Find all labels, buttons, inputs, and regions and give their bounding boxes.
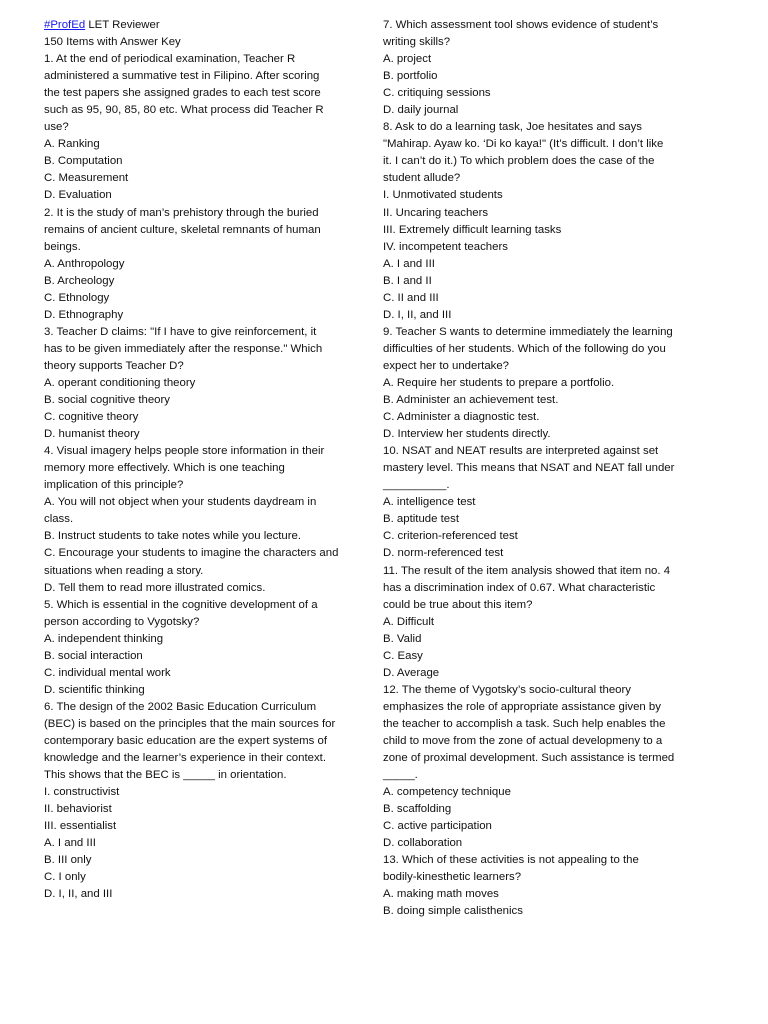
text-line: has a discrimination index of 0.67. What characteristic <box>383 581 656 594</box>
text-line: person according to Vygotsky? <box>44 615 200 628</box>
text-line: C. individual mental work <box>44 666 171 679</box>
text-line: "Mahirap. Ayaw ko. ‘Di ko kaya!" (It’s difficult. I don’t like <box>383 138 664 151</box>
text-line: __________. <box>383 479 450 492</box>
text-line: D. Tell them to read more illustrated comics. <box>44 581 266 594</box>
text-line: A. operant conditioning theory <box>44 376 196 389</box>
text-line: zone of proximal development. Such assistance is termed <box>383 752 675 765</box>
left-column <box>44 17 344 903</box>
text-line: emphasizes the role of appropriate assistance given by <box>383 700 661 713</box>
text-line: A. project <box>383 53 432 66</box>
text-line: D. I, II, and III <box>44 888 113 901</box>
text-line: II. behaviorist <box>44 803 112 816</box>
text-line: contemporary basic education are the expert systems of <box>44 734 328 747</box>
text-line: I. Unmotivated students <box>383 189 503 202</box>
text-line: III. Extremely difficult learning tasks <box>383 223 562 236</box>
text-line: A. You will not object when your students daydream in <box>44 496 317 509</box>
text-line: B. social cognitive theory <box>44 394 170 407</box>
text-line: D. Interview her students directly. <box>383 428 551 441</box>
text-line: C. Administer a diagnostic test. <box>383 411 540 424</box>
text-line: difficulties of her students. Which of the following do you <box>383 342 666 355</box>
text-line: _____. <box>383 769 418 782</box>
text-line: such as 95, 90, 85, 80 etc. What process did Teacher R <box>44 104 324 117</box>
text-line: C. critiquing sessions <box>383 87 491 100</box>
title-text: LET Reviewer <box>85 19 160 31</box>
text-line: 10. NSAT and NEAT results are interpreted against set <box>383 445 659 458</box>
text-line: B. III only <box>44 854 92 867</box>
text-line: 7. Which assessment tool shows evidence of student’s <box>383 19 659 31</box>
text-line: A. Difficult <box>383 615 435 628</box>
text-line: 9. Teacher S wants to determine immediately the learning <box>383 325 673 338</box>
text-line: C. criterion-referenced test <box>383 530 518 543</box>
text-line: (BEC) is based on the principles that the main sources for <box>44 717 336 730</box>
text-line: use? <box>44 121 69 134</box>
text-line: memory more effectively. Which is one teaching <box>44 462 285 475</box>
text-line: D. I, II, and III <box>383 308 452 321</box>
text-line: could be true about this item? <box>383 598 533 611</box>
text-line: C. Measurement <box>44 172 129 185</box>
text-line: has to be given immediately after the response." Which <box>44 342 323 355</box>
text-line: 6. The design of the 2002 Basic Education Curriculum <box>44 700 317 713</box>
text-line: beings. <box>44 240 81 253</box>
text-line: the teacher to accomplish a task. Such help enables the <box>383 717 666 730</box>
text-line: D. Evaluation <box>44 189 112 202</box>
text-line: C. Encourage your students to imagine the characters and <box>44 547 339 560</box>
text-line: bodily-kinesthetic learners? <box>383 871 522 884</box>
right-column-body <box>383 17 683 920</box>
document-title <box>44 17 344 34</box>
text-line: D. Average <box>383 666 440 679</box>
text-line: D. humanist theory <box>44 428 140 441</box>
text-line: D. daily journal <box>383 104 459 117</box>
text-line: A. Ranking <box>44 138 100 151</box>
text-line: administered a summative test in Filipino. After scoring <box>44 70 320 83</box>
text-line: B. doing simple calisthenics <box>383 905 523 918</box>
text-line: D. Ethnography <box>44 308 124 321</box>
text-line: implication of this principle? <box>44 479 184 492</box>
text-line: A. Require her students to prepare a portfolio. <box>383 376 615 389</box>
text-line: 5. Which is essential in the cognitive development of a <box>44 598 318 611</box>
text-line: class. <box>44 513 74 526</box>
text-line: D. norm-referenced test <box>383 547 504 560</box>
text-line: B. scaffolding <box>383 803 452 816</box>
text-line: the test papers she assigned grades to each test score <box>44 87 321 100</box>
text-line: B. I and II <box>383 274 432 287</box>
text-line: 8. Ask to do a learning task, Joe hesitates and says <box>383 121 642 134</box>
text-line: 11. The result of the item analysis showed that item no. 4 <box>383 564 671 577</box>
text-line: D. collaboration <box>383 837 463 850</box>
text-line: A. independent thinking <box>44 632 164 645</box>
text-line: child to move from the zone of actual developmeny to a <box>383 734 663 747</box>
text-line: A. intelligence test <box>383 496 476 509</box>
text-line: C. II and III <box>383 291 439 304</box>
text-line: knowledge and the learner’s experience in their context. <box>44 752 326 765</box>
text-line: mastery level. This means that NSAT and NEAT fall under <box>383 462 675 475</box>
text-line: remains of ancient culture, skeletal remnants of human <box>44 223 321 236</box>
text-line: 3. Teacher D claims: "If I have to give reinforcement, it <box>44 325 317 338</box>
hashtag-link[interactable]: #ProfEd <box>44 19 86 31</box>
text-line: writing skills? <box>383 36 451 49</box>
text-line: it. I can’t do it.) To which problem does the case of the <box>383 155 655 168</box>
text-line: B. Instruct students to take notes while you lecture. <box>44 530 302 543</box>
text-line: 12. The theme of Vygotsky’s socio-cultural theory <box>383 683 631 696</box>
document-subtitle: 150 Items with Answer Key <box>44 36 181 49</box>
text-line: C. Easy <box>383 649 423 662</box>
text-line: 4. Visual imagery helps people store information in their <box>44 445 325 458</box>
text-line: student allude? <box>383 172 461 185</box>
text-line: III. essentialist <box>44 820 117 833</box>
right-column <box>383 17 683 920</box>
text-line: B. Computation <box>44 155 123 168</box>
text-line: A. Anthropology <box>44 257 125 270</box>
text-line: II. Uncaring teachers <box>383 206 489 219</box>
text-line: 13. Which of these activities is not appealing to the <box>383 854 639 867</box>
text-line: This shows that the BEC is _____ in orientation. <box>44 769 287 782</box>
text-line: D. scientific thinking <box>44 683 145 696</box>
text-line: B. Valid <box>383 632 422 645</box>
text-line: C. Ethnology <box>44 291 110 304</box>
left-column-body <box>44 51 344 903</box>
text-line: I. constructivist <box>44 786 120 799</box>
text-line: A. making math moves <box>383 888 499 901</box>
text-line: C. active participation <box>383 820 492 833</box>
text-line: A. I and III <box>44 837 96 850</box>
text-line: 2. It is the study of man’s prehistory through the buried <box>44 206 319 219</box>
text-line: situations when reading a story. <box>44 564 204 577</box>
text-line: 1. At the end of periodical examination, Teacher R <box>44 53 296 66</box>
text-line: A. I and III <box>383 257 435 270</box>
text-line: B. Administer an achievement test. <box>383 394 559 407</box>
text-line: IV. incompetent teachers <box>383 240 508 253</box>
text-line: B. social interaction <box>44 649 143 662</box>
text-line: expect her to undertake? <box>383 359 510 372</box>
text-line: C. cognitive theory <box>44 411 139 424</box>
text-line: B. aptitude test <box>383 513 459 526</box>
text-line: A. competency technique <box>383 786 511 799</box>
text-line: B. Archeology <box>44 274 115 287</box>
text-line: B. portfolio <box>383 70 438 83</box>
text-line: C. I only <box>44 871 86 884</box>
text-line: theory supports Teacher D? <box>44 359 184 372</box>
